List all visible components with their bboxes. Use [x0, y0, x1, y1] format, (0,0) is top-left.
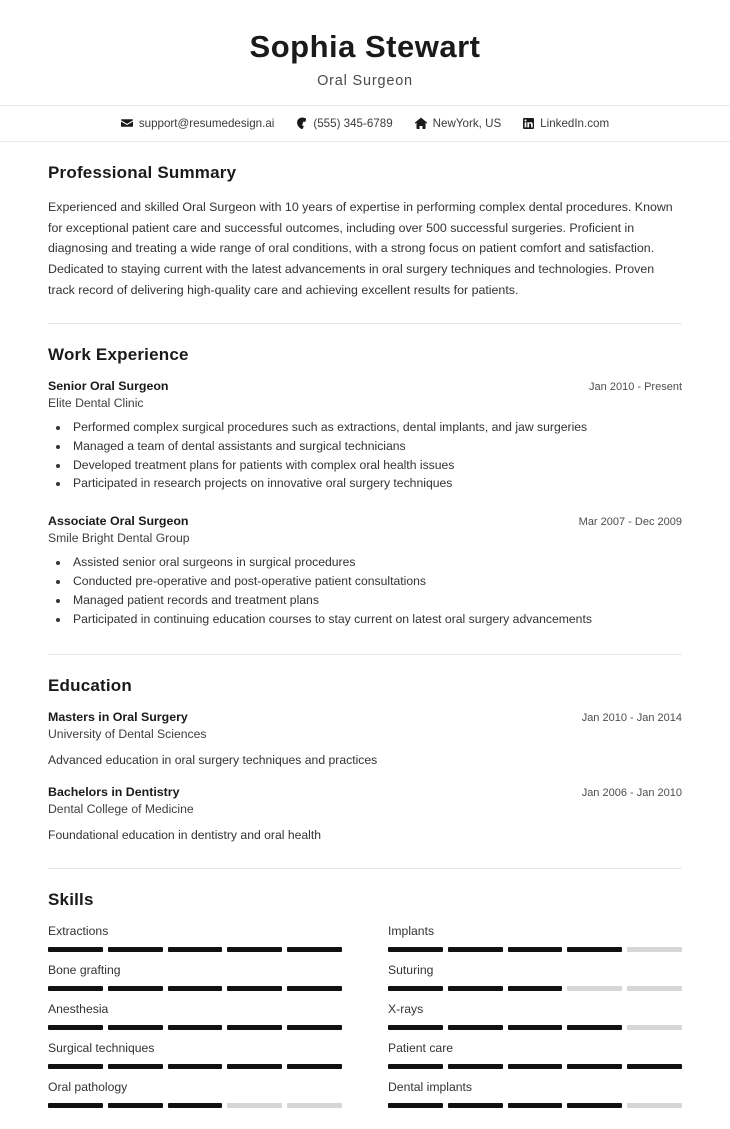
skill-segment-filled	[508, 947, 563, 952]
skill-item	[48, 1080, 342, 1119]
skill-segment-filled	[108, 947, 163, 952]
skill-level-bar	[388, 986, 682, 991]
skill-name: Suturing	[388, 962, 434, 977]
skill-segment-filled	[448, 1025, 503, 1030]
skill-level-bar	[48, 1064, 342, 1069]
skill-level-bar	[48, 1103, 342, 1108]
work-entry-dates: Mar 2007 - Dec 2009	[578, 516, 682, 529]
skill-segment-empty	[567, 986, 622, 991]
skill-segment-filled	[227, 1064, 282, 1069]
work-entry-list	[48, 379, 682, 632]
contact-email[interactable]	[121, 117, 275, 130]
work-entry-company: Smile Bright Dental Group	[48, 531, 190, 546]
work-bullet-item: • Participated in continuing education courses to stay current on latest oral surgery advancements	[70, 611, 682, 628]
skill-item	[48, 924, 342, 963]
skill-segment-filled	[508, 986, 563, 991]
skill-segment-filled	[388, 1025, 443, 1030]
skill-segment-filled	[48, 986, 103, 991]
skill-item	[388, 1002, 682, 1041]
education-entry-institution: Dental College of Medicine	[48, 801, 194, 816]
work-entry-bullets	[48, 554, 682, 628]
skill-segment-filled	[287, 1025, 342, 1030]
contact-email-text: support@resumedesign.ai	[138, 116, 275, 130]
skill-name: X-rays	[388, 1001, 424, 1016]
skill-segment-filled	[168, 986, 223, 991]
skill-level-bar	[48, 947, 342, 952]
skill-segment-filled	[567, 1103, 622, 1108]
skill-name: Extractions	[48, 923, 109, 938]
linkedin-icon	[523, 118, 534, 129]
work-entry-role: Associate Oral Surgeon	[48, 514, 189, 529]
skill-item	[388, 924, 682, 963]
skill-segment-filled	[287, 947, 342, 952]
skill-segment-filled	[48, 1025, 103, 1030]
skill-segment-filled	[168, 1064, 223, 1069]
skill-name: Surgical techniques	[48, 1040, 155, 1055]
skill-segment-filled	[448, 947, 503, 952]
skill-level-bar	[48, 1025, 342, 1030]
skill-level-bar	[388, 947, 682, 952]
skill-name: Bone grafting	[48, 962, 121, 977]
skill-item	[48, 1002, 342, 1041]
education-entry	[48, 710, 682, 769]
work-entry-company: Elite Dental Clinic	[48, 395, 144, 410]
skill-segment-filled	[388, 1103, 443, 1108]
work-entry-header	[48, 379, 682, 393]
full-name: Sophia Stewart	[249, 29, 481, 64]
resume-header	[0, 0, 730, 105]
contact-phone-text: (555) 345-6789	[313, 116, 393, 130]
skill-level-bar	[48, 986, 342, 991]
skill-segment-filled	[287, 986, 342, 991]
education-section	[0, 655, 730, 868]
skill-item	[388, 1080, 682, 1119]
education-entry-degree: Bachelors in Dentistry	[48, 784, 180, 799]
skill-segment-filled	[508, 1103, 563, 1108]
contact-linkedin[interactable]	[523, 117, 609, 130]
section-title-education: Education	[48, 675, 132, 695]
skill-level-bar	[388, 1103, 682, 1108]
education-entry-header	[48, 785, 682, 799]
skill-name: Implants	[388, 923, 435, 938]
skill-item	[388, 963, 682, 1002]
skill-segment-filled	[227, 986, 282, 991]
skill-item	[48, 963, 342, 1002]
skill-segment-empty	[227, 1103, 282, 1108]
work-entry-header	[48, 514, 682, 528]
education-entry	[48, 785, 682, 844]
section-title-work: Work Experience	[48, 344, 189, 364]
skill-level-bar	[388, 1064, 682, 1069]
education-entry-degree: Masters in Oral Surgery	[48, 709, 188, 724]
envelope-icon	[121, 117, 133, 129]
education-entry-description: Advanced education in oral surgery techniques and practices	[48, 752, 378, 767]
skill-segment-filled	[168, 1025, 223, 1030]
skill-segment-filled	[287, 1064, 342, 1069]
skill-level-bar	[388, 1025, 682, 1030]
skill-segment-filled	[108, 1103, 163, 1108]
skill-item	[388, 1041, 682, 1080]
section-title-summary: Professional Summary	[48, 162, 237, 182]
education-entry-list	[48, 710, 682, 844]
education-entry-dates: Jan 2006 - Jan 2010	[581, 786, 682, 799]
skill-segment-filled	[48, 1103, 103, 1108]
work-entry	[48, 379, 682, 496]
skill-segment-empty	[627, 947, 682, 952]
work-entry-role: Senior Oral Surgeon	[48, 378, 169, 393]
skill-segment-filled	[567, 1064, 622, 1069]
skill-segment-filled	[168, 947, 223, 952]
skill-segment-filled	[567, 947, 622, 952]
work-entry-dates: Jan 2010 - Present	[589, 380, 682, 393]
skill-segment-filled	[388, 947, 443, 952]
skill-segment-filled	[448, 986, 503, 991]
skill-segment-empty	[627, 986, 682, 991]
skill-segment-filled	[448, 1064, 503, 1069]
skill-segment-filled	[388, 986, 443, 991]
skill-item	[48, 1041, 342, 1080]
skills-grid	[48, 924, 682, 1129]
skill-segment-filled	[448, 1103, 503, 1108]
skill-segment-empty	[627, 1025, 682, 1030]
contact-phone[interactable]	[296, 117, 392, 130]
work-bullet-item: • Managed patient records and treatment plans	[70, 592, 682, 609]
skill-segment-filled	[48, 1064, 103, 1069]
skill-segment-filled	[627, 1064, 682, 1069]
phone-icon	[296, 117, 307, 129]
skill-name: Patient care	[388, 1040, 454, 1055]
summary-text: Experienced and skilled Oral Surgeon with 10 years of expertise in performing complex dental procedures. Known for exceptional patient care and successful outcomes, including over 500 successful surgeries. Proficient in diagnosing and treating a wide range of oral conditions, with a strong focus on patient comfort and satisfaction. Dedicated to staying current with the latest advancements in oral surgery techniques and technologies. Proven track record of delivering high-quality care and achieving excellent results for patients.	[48, 199, 673, 298]
work-bullet-item: • Conducted pre-operative and post-operative patient consultations	[70, 573, 682, 590]
contact-linkedin-text: LinkedIn.com	[540, 116, 610, 130]
job-title: Oral Surgeon	[317, 72, 413, 89]
education-entry-dates: Jan 2010 - Jan 2014	[581, 711, 682, 724]
skill-segment-filled	[508, 1064, 563, 1069]
work-entry	[48, 514, 682, 631]
skill-segment-filled	[508, 1025, 563, 1030]
work-bullet-item: • Assisted senior oral surgeons in surgical procedures	[70, 554, 682, 571]
skill-segment-filled	[227, 947, 282, 952]
skill-segment-filled	[108, 1064, 163, 1069]
skill-segment-empty	[627, 1103, 682, 1108]
skill-segment-filled	[567, 1025, 622, 1030]
education-entry-institution: University of Dental Sciences	[48, 726, 207, 741]
skill-segment-filled	[388, 1064, 443, 1069]
skill-segment-filled	[227, 1025, 282, 1030]
home-icon	[415, 117, 427, 129]
work-entry-bullets	[48, 419, 682, 493]
skill-name: Anesthesia	[48, 1001, 109, 1016]
work-bullet-item: • Participated in research projects on innovative oral surgery techniques	[70, 475, 682, 492]
work-experience-section	[0, 324, 730, 654]
skill-name: Dental implants	[388, 1079, 472, 1094]
contact-location-text: NewYork, US	[432, 116, 502, 130]
contact-bar	[0, 105, 730, 142]
work-bullet-item: • Developed treatment plans for patients with complex oral health issues	[70, 457, 682, 474]
contact-location[interactable]	[415, 117, 502, 130]
skill-segment-filled	[48, 947, 103, 952]
professional-summary-section	[0, 142, 730, 323]
section-title-skills: Skills	[48, 889, 94, 909]
education-entry-description: Foundational education in dentistry and oral health	[48, 827, 322, 842]
skills-section	[0, 869, 730, 1129]
skill-segment-filled	[168, 1103, 223, 1108]
skill-segment-empty	[287, 1103, 342, 1108]
work-bullet-item: • Performed complex surgical procedures such as extractions, dental implants, and jaw surgeries	[70, 419, 682, 436]
work-bullet-item: • Managed a team of dental assistants and surgical technicians	[70, 438, 682, 455]
skill-segment-filled	[108, 1025, 163, 1030]
skill-name: Oral pathology	[48, 1079, 128, 1094]
education-entry-header	[48, 710, 682, 724]
skill-segment-filled	[108, 986, 163, 991]
